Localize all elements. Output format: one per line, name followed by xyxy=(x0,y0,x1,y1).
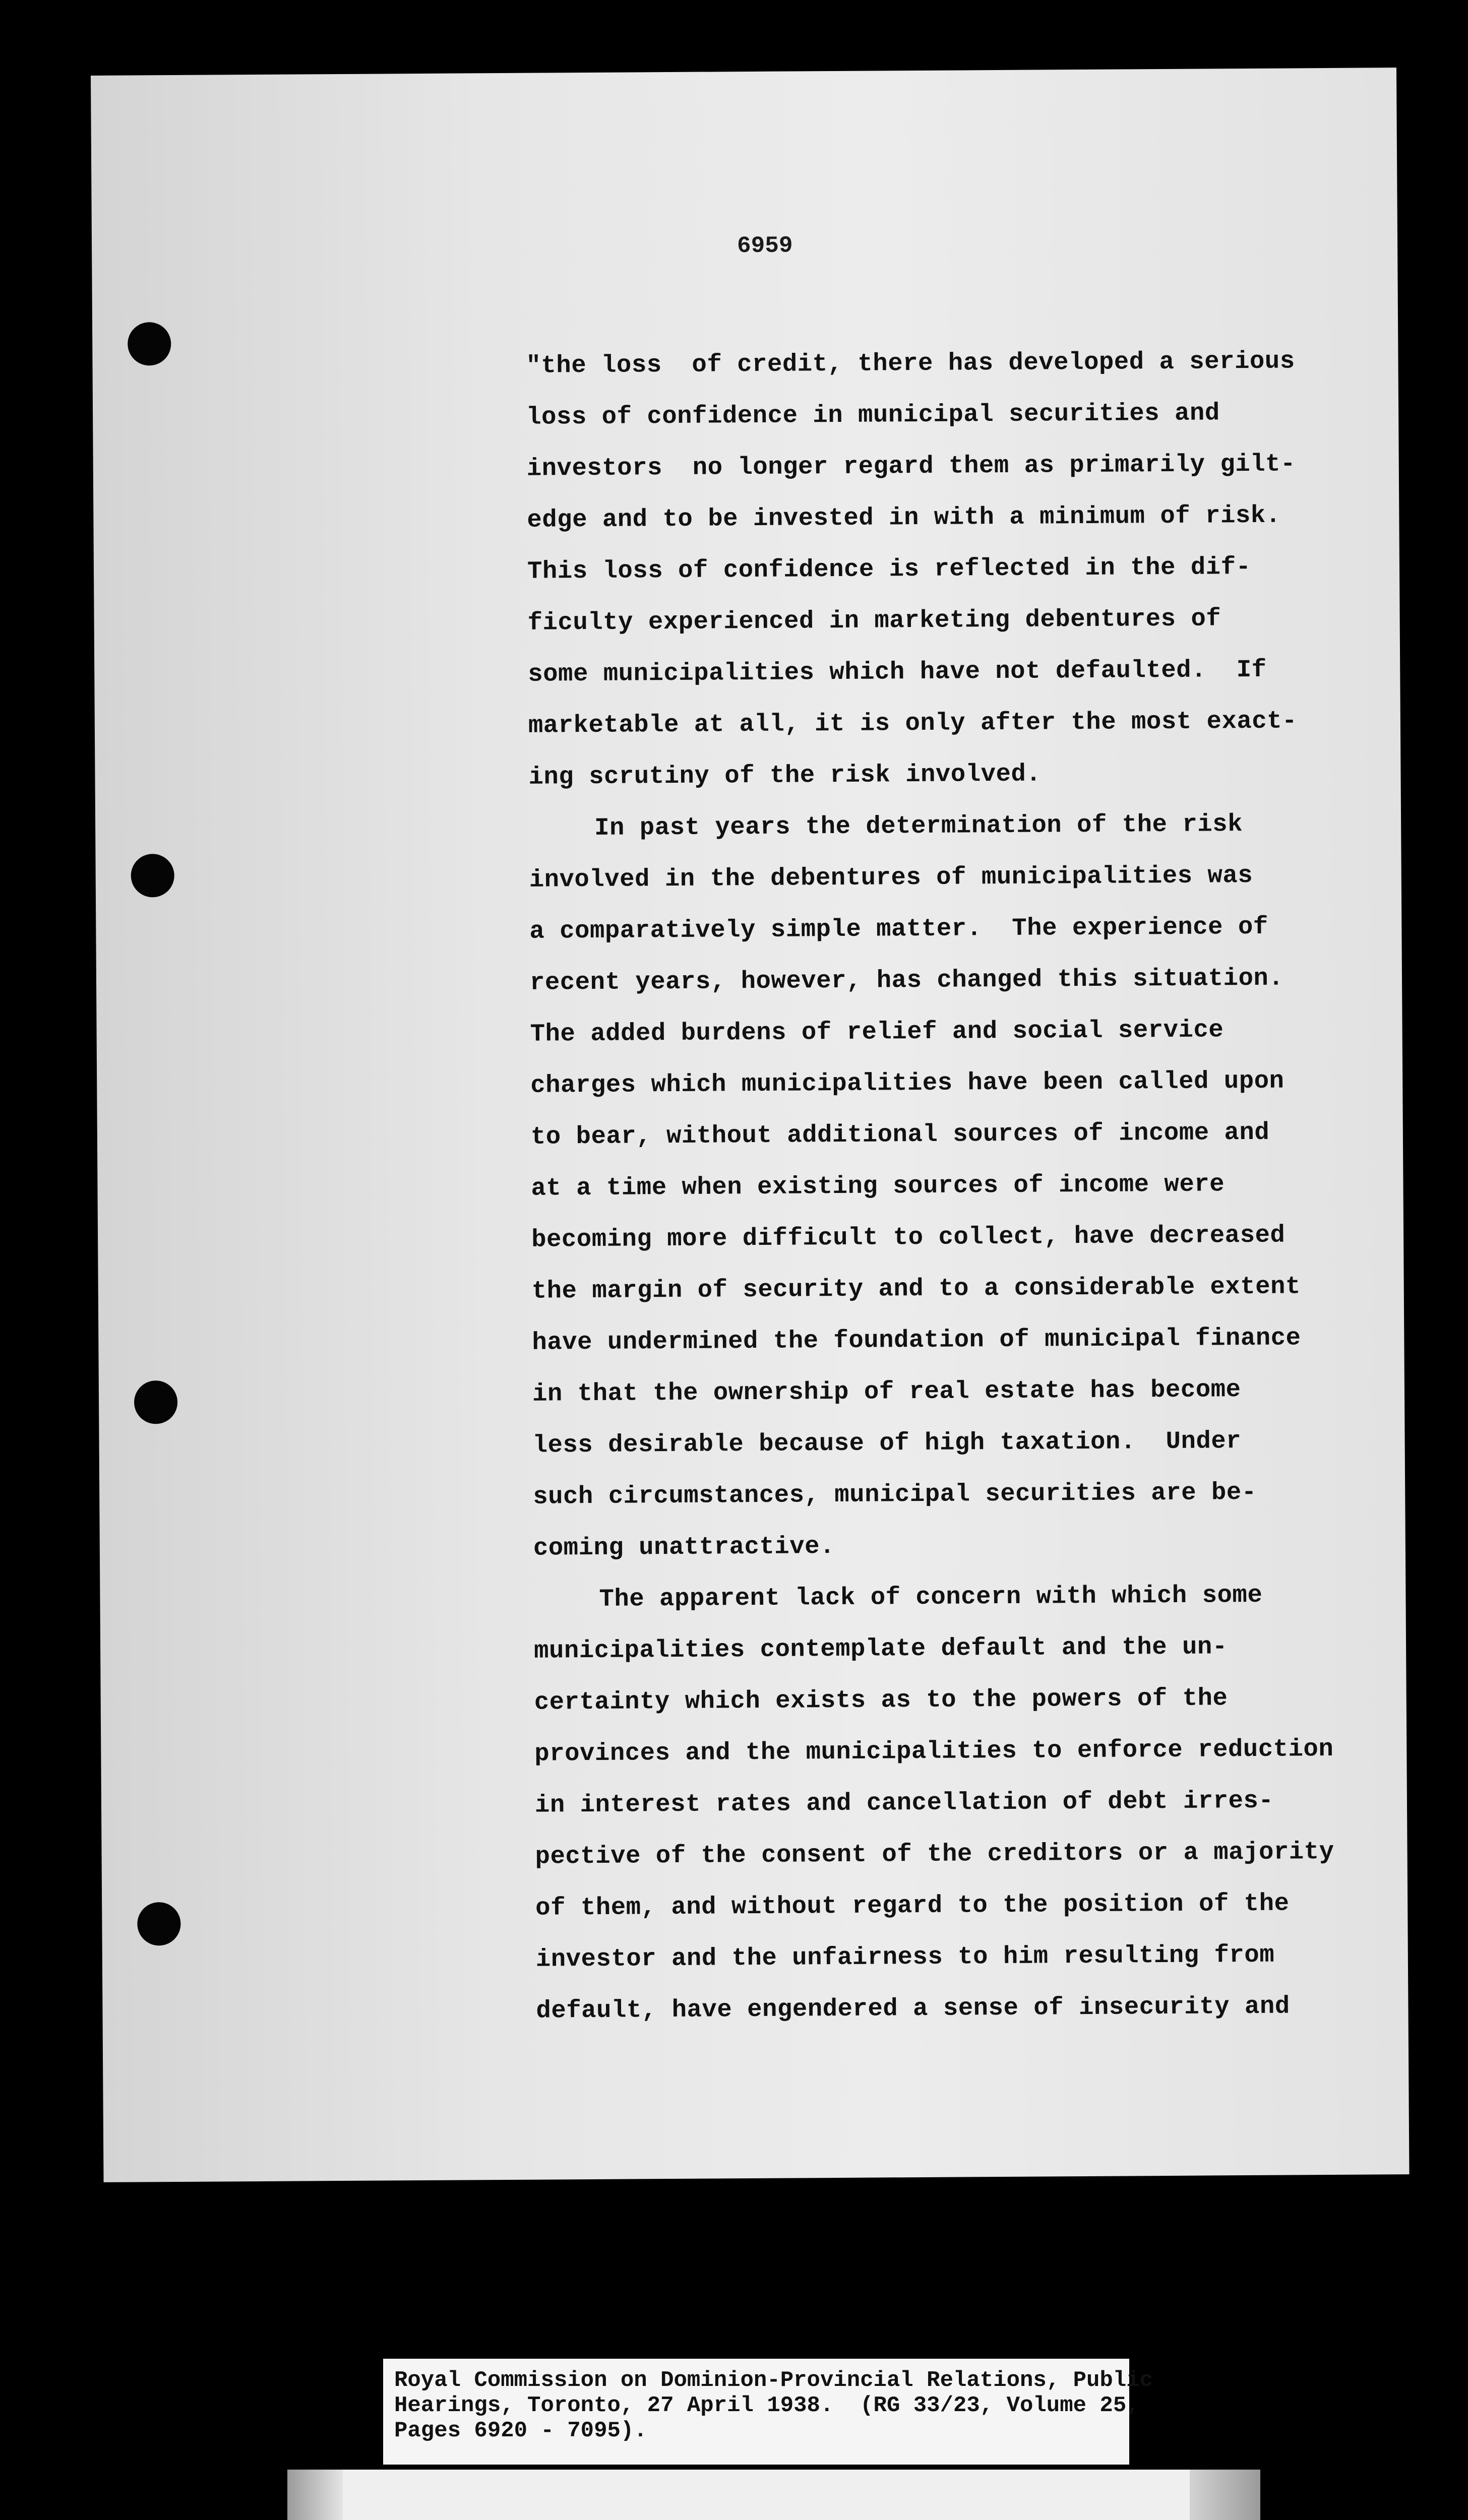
text-line: involved in the debentures of municipalities was xyxy=(529,861,1253,894)
archive-caption-label xyxy=(383,2359,1153,2465)
text-line: edge and to be invested in with a minimum of risk. xyxy=(527,501,1281,534)
punch-hole xyxy=(131,854,174,898)
stamp-card xyxy=(343,2470,1190,2520)
text-line: marketable at all, it is only after the most exact- xyxy=(528,707,1298,740)
text-line: to bear, without additional sources of income and xyxy=(530,1118,1270,1151)
text-line: charges which municipalities have been called upon xyxy=(530,1066,1284,1100)
text-line: investors no longer regard them as primarily gilt- xyxy=(526,450,1296,483)
text-line: investor and the unfairness to him resulting from xyxy=(535,1940,1275,1974)
text-line: certainty which exists as to the powers of the xyxy=(534,1684,1228,1717)
text-line: municipalities contemplate default and the un- xyxy=(533,1632,1228,1665)
text-line: recent years, however, has changed this situation. xyxy=(529,964,1284,997)
text-line: have undermined the foundation of municipal finance xyxy=(532,1324,1301,1357)
text-line: default, have engendered a sense of insecurity and xyxy=(536,1992,1290,2025)
text-line: in interest rates and cancellation of debt irres- xyxy=(534,1786,1274,1819)
text-line: less desirable because of high taxation. Under xyxy=(532,1427,1242,1460)
text-line: some municipalities which have not defaulted. If xyxy=(528,655,1267,688)
text-line: becoming more difficult to collect, have decreased xyxy=(531,1221,1286,1254)
text-line: The apparent lack of concern with which some xyxy=(599,1581,1263,1613)
text-line: of them, and without regard to the position of the xyxy=(535,1889,1290,1922)
text-line: pective of the consent of the creditors or a majority xyxy=(535,1837,1334,1871)
text-line: In past years the determination of the risk xyxy=(594,810,1243,842)
paragraph xyxy=(529,797,1380,1573)
punch-hole xyxy=(134,1380,178,1424)
text-line: "the loss of credit, there has developed a serious xyxy=(526,347,1295,380)
punch-hole xyxy=(128,322,171,366)
caption-line: Hearings, Toronto, 27 April 1938. (RG 33/23, Volume 25, xyxy=(394,2393,1140,2418)
caption-line: Pages 6920 - 7095). xyxy=(394,2418,647,2443)
paragraph xyxy=(526,335,1376,802)
text-line: coming unattractive. xyxy=(533,1532,835,1562)
text-line: provinces and the municipalities to enforce reduction xyxy=(534,1735,1334,1768)
text-line: at a time when existing sources of income were xyxy=(531,1170,1225,1203)
text-line: a comparatively simple matter. The experience of xyxy=(529,912,1268,946)
text-line: The added burdens of relief and social service xyxy=(530,1016,1224,1048)
caption-line: Royal Commission on Dominion-Provincial Relations, Public xyxy=(394,2368,1153,2393)
text-line: ing scrutiny of the risk involved. xyxy=(528,760,1042,791)
text-line: the margin of security and to a considerable extent xyxy=(531,1272,1301,1305)
punch-hole xyxy=(137,1902,181,1946)
text-line: in that the ownership of real estate has become xyxy=(532,1375,1241,1408)
page-number: 6959 xyxy=(737,232,793,260)
archives-stamp xyxy=(287,2470,1260,2520)
document-page xyxy=(91,68,1409,2182)
paragraph xyxy=(533,1568,1383,2036)
typed-body-text xyxy=(526,335,1383,2036)
text-line: loss of confidence in municipal securities and xyxy=(526,399,1220,431)
text-line: This loss of confidence is reflected in the dif- xyxy=(527,552,1251,586)
text-line: such circumstances, municipal securities are be- xyxy=(533,1478,1257,1511)
text-line: ficulty experienced in marketing debentures of xyxy=(527,604,1221,637)
